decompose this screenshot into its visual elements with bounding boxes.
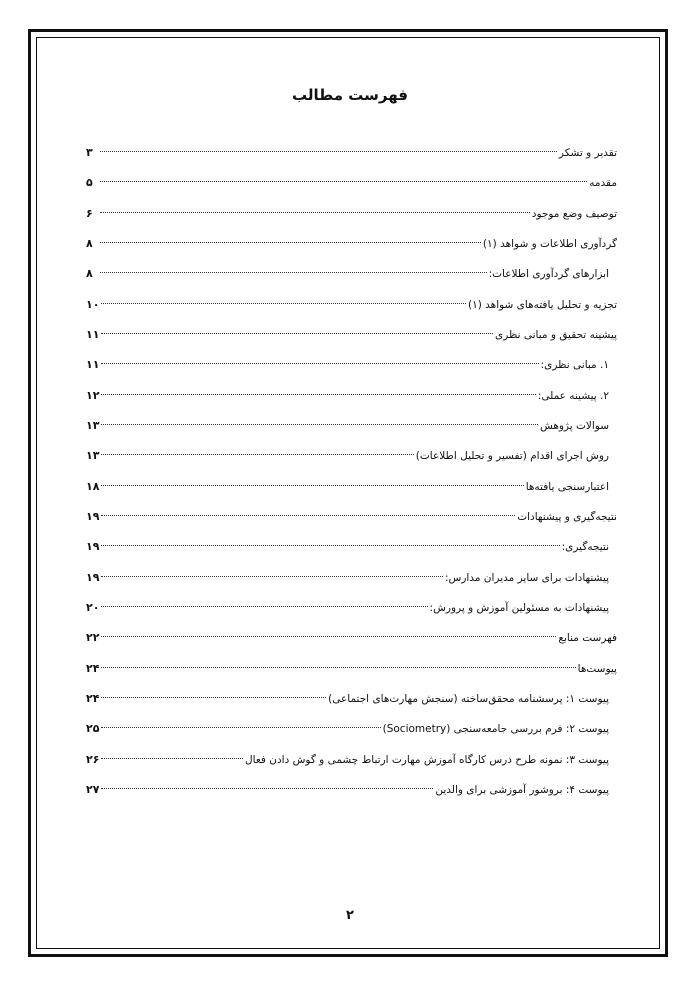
dot-leader — [101, 454, 413, 455]
toc-entry-page: ۲۵ — [86, 722, 100, 736]
toc-entry-label: فهرست منابع — [558, 632, 617, 645]
toc-entry-page: ۱۹ — [86, 570, 100, 584]
toc-entry-page: ۸ — [86, 236, 93, 250]
toc-entry-page: ۱۳ — [86, 449, 100, 463]
toc-entry[interactable] — [86, 259, 617, 289]
toc-entry-page: ۳ — [86, 146, 93, 159]
toc-entry[interactable] — [86, 502, 617, 532]
toc-entry-page: ۲۰ — [86, 600, 100, 614]
dot-leader — [101, 394, 535, 395]
page-title: فهرست مطالب — [292, 86, 408, 104]
dot-leader — [101, 485, 523, 486]
toc-entry-label: پیوست ۳: نمونه طرح درس کارگاه آموزش مهارت ارتباط چشمی و گوش دادن فعال — [245, 753, 609, 766]
toc-entry-label: ۲. پیشینه عملی: — [537, 389, 609, 402]
toc-entry[interactable] — [86, 593, 617, 623]
toc-entry-page: ۲۶ — [86, 752, 100, 766]
dot-leader — [100, 212, 530, 213]
toc-entry-page: ۲۷ — [86, 782, 100, 796]
toc-entry[interactable] — [86, 441, 617, 471]
dot-leader — [101, 576, 443, 577]
toc-entry-label: اعتبارسنجی یافته‌ها — [525, 480, 609, 493]
toc-entry[interactable] — [86, 350, 617, 380]
toc-entry-page: ۲۴ — [86, 691, 100, 705]
dot-leader — [101, 515, 515, 516]
table-of-contents — [86, 138, 617, 805]
toc-entry-label: روش اجرای اقدام (تفسیر و تحلیل اطلاعات) — [415, 450, 609, 463]
dot-leader — [101, 636, 556, 637]
toc-entry-label: مقدمه — [589, 177, 617, 190]
toc-entry-label: تجزیه و تحلیل یافته‌های شواهد (۱) — [467, 298, 617, 311]
dot-leader — [101, 424, 538, 425]
dot-leader — [101, 545, 559, 546]
dot-leader — [101, 788, 433, 789]
toc-entry-page: ۶ — [86, 206, 93, 220]
toc-entry-page: ۸ — [86, 267, 93, 281]
toc-entry[interactable] — [86, 168, 617, 198]
toc-entry[interactable] — [86, 290, 617, 320]
toc-entry-page: ۱۹ — [86, 509, 100, 523]
dot-leader — [100, 181, 587, 182]
page-number: ۲ — [346, 908, 354, 923]
toc-entry[interactable] — [86, 623, 617, 653]
dot-leader — [100, 242, 481, 243]
toc-entry-page: ۱۱ — [86, 358, 100, 372]
toc-entry-label: پیوست ۱: پرسشنامه محقق‌ساخته (سنجش مهارت‌های اجتماعی) — [328, 692, 609, 705]
toc-entry[interactable] — [86, 472, 617, 502]
toc-entry-label: پیشنهادات به مسئولین آموزش و پرورش: — [429, 601, 609, 614]
toc-entry[interactable] — [86, 714, 617, 744]
toc-entry[interactable] — [86, 775, 617, 805]
dot-leader — [100, 151, 557, 152]
dot-leader — [101, 697, 326, 698]
toc-entry[interactable] — [86, 411, 617, 441]
toc-entry[interactable] — [86, 381, 617, 411]
dot-leader — [100, 272, 487, 273]
toc-entry-label: نتیجه‌گیری و پیشنهادات — [517, 510, 617, 523]
toc-entry[interactable] — [86, 532, 617, 562]
toc-entry-label: نتیجه‌گیری: — [561, 541, 609, 554]
toc-entry[interactable] — [86, 563, 617, 593]
toc-entry-label: پیشنهادات برای سایر مدیران مدارس: — [444, 571, 609, 584]
toc-entry-page: ۱۲ — [86, 388, 100, 402]
toc-entry-label: ابزارهای گردآوری اطلاعات: — [488, 268, 609, 281]
toc-entry-page: ۵ — [86, 176, 93, 190]
toc-entry-page: ۱۸ — [86, 479, 100, 493]
toc-entry-label: پیوست ۲: فرم بررسی جامعه‌سنجی (Sociometry) — [382, 723, 609, 736]
dot-leader — [101, 606, 427, 607]
toc-entry-page: ۱۹ — [86, 540, 100, 554]
dot-leader — [101, 727, 380, 728]
toc-entry-page: ۱۳ — [86, 418, 100, 432]
toc-entry-page: ۲۴ — [86, 661, 100, 675]
toc-entry-label: ۱. مبانی نظری: — [540, 359, 609, 372]
dot-leader — [101, 758, 243, 759]
toc-entry[interactable] — [86, 320, 617, 350]
toc-entry[interactable] — [86, 684, 617, 714]
toc-entry[interactable] — [86, 745, 617, 775]
toc-entry[interactable] — [86, 654, 617, 684]
dot-leader — [101, 333, 493, 334]
dot-leader — [101, 363, 538, 364]
dot-leader — [101, 303, 466, 304]
toc-entry-page: ۱۱ — [86, 327, 100, 341]
toc-entry-label: توصیف وضع موجود — [531, 207, 617, 220]
toc-entry[interactable] — [86, 138, 617, 168]
toc-entry-page: ۱۰ — [86, 297, 100, 311]
toc-entry-label: سوالات پژوهش — [539, 419, 609, 432]
toc-entry-label: تقدیر و تشکر — [558, 147, 617, 159]
toc-entry-label: پیوست ۴: بروشور آموزشی برای والدین — [435, 783, 609, 796]
toc-entry-page: ۲۲ — [86, 631, 100, 645]
toc-entry-label: پیوست‌ها — [577, 662, 617, 675]
toc-entry[interactable] — [86, 229, 617, 259]
toc-entry-label: پیشینه تحقیق و مبانی نظری — [495, 328, 617, 341]
toc-entry-label: گردآوری اطلاعات و شواهد (۱) — [482, 237, 617, 250]
toc-entry[interactable] — [86, 199, 617, 229]
dot-leader — [101, 667, 575, 668]
